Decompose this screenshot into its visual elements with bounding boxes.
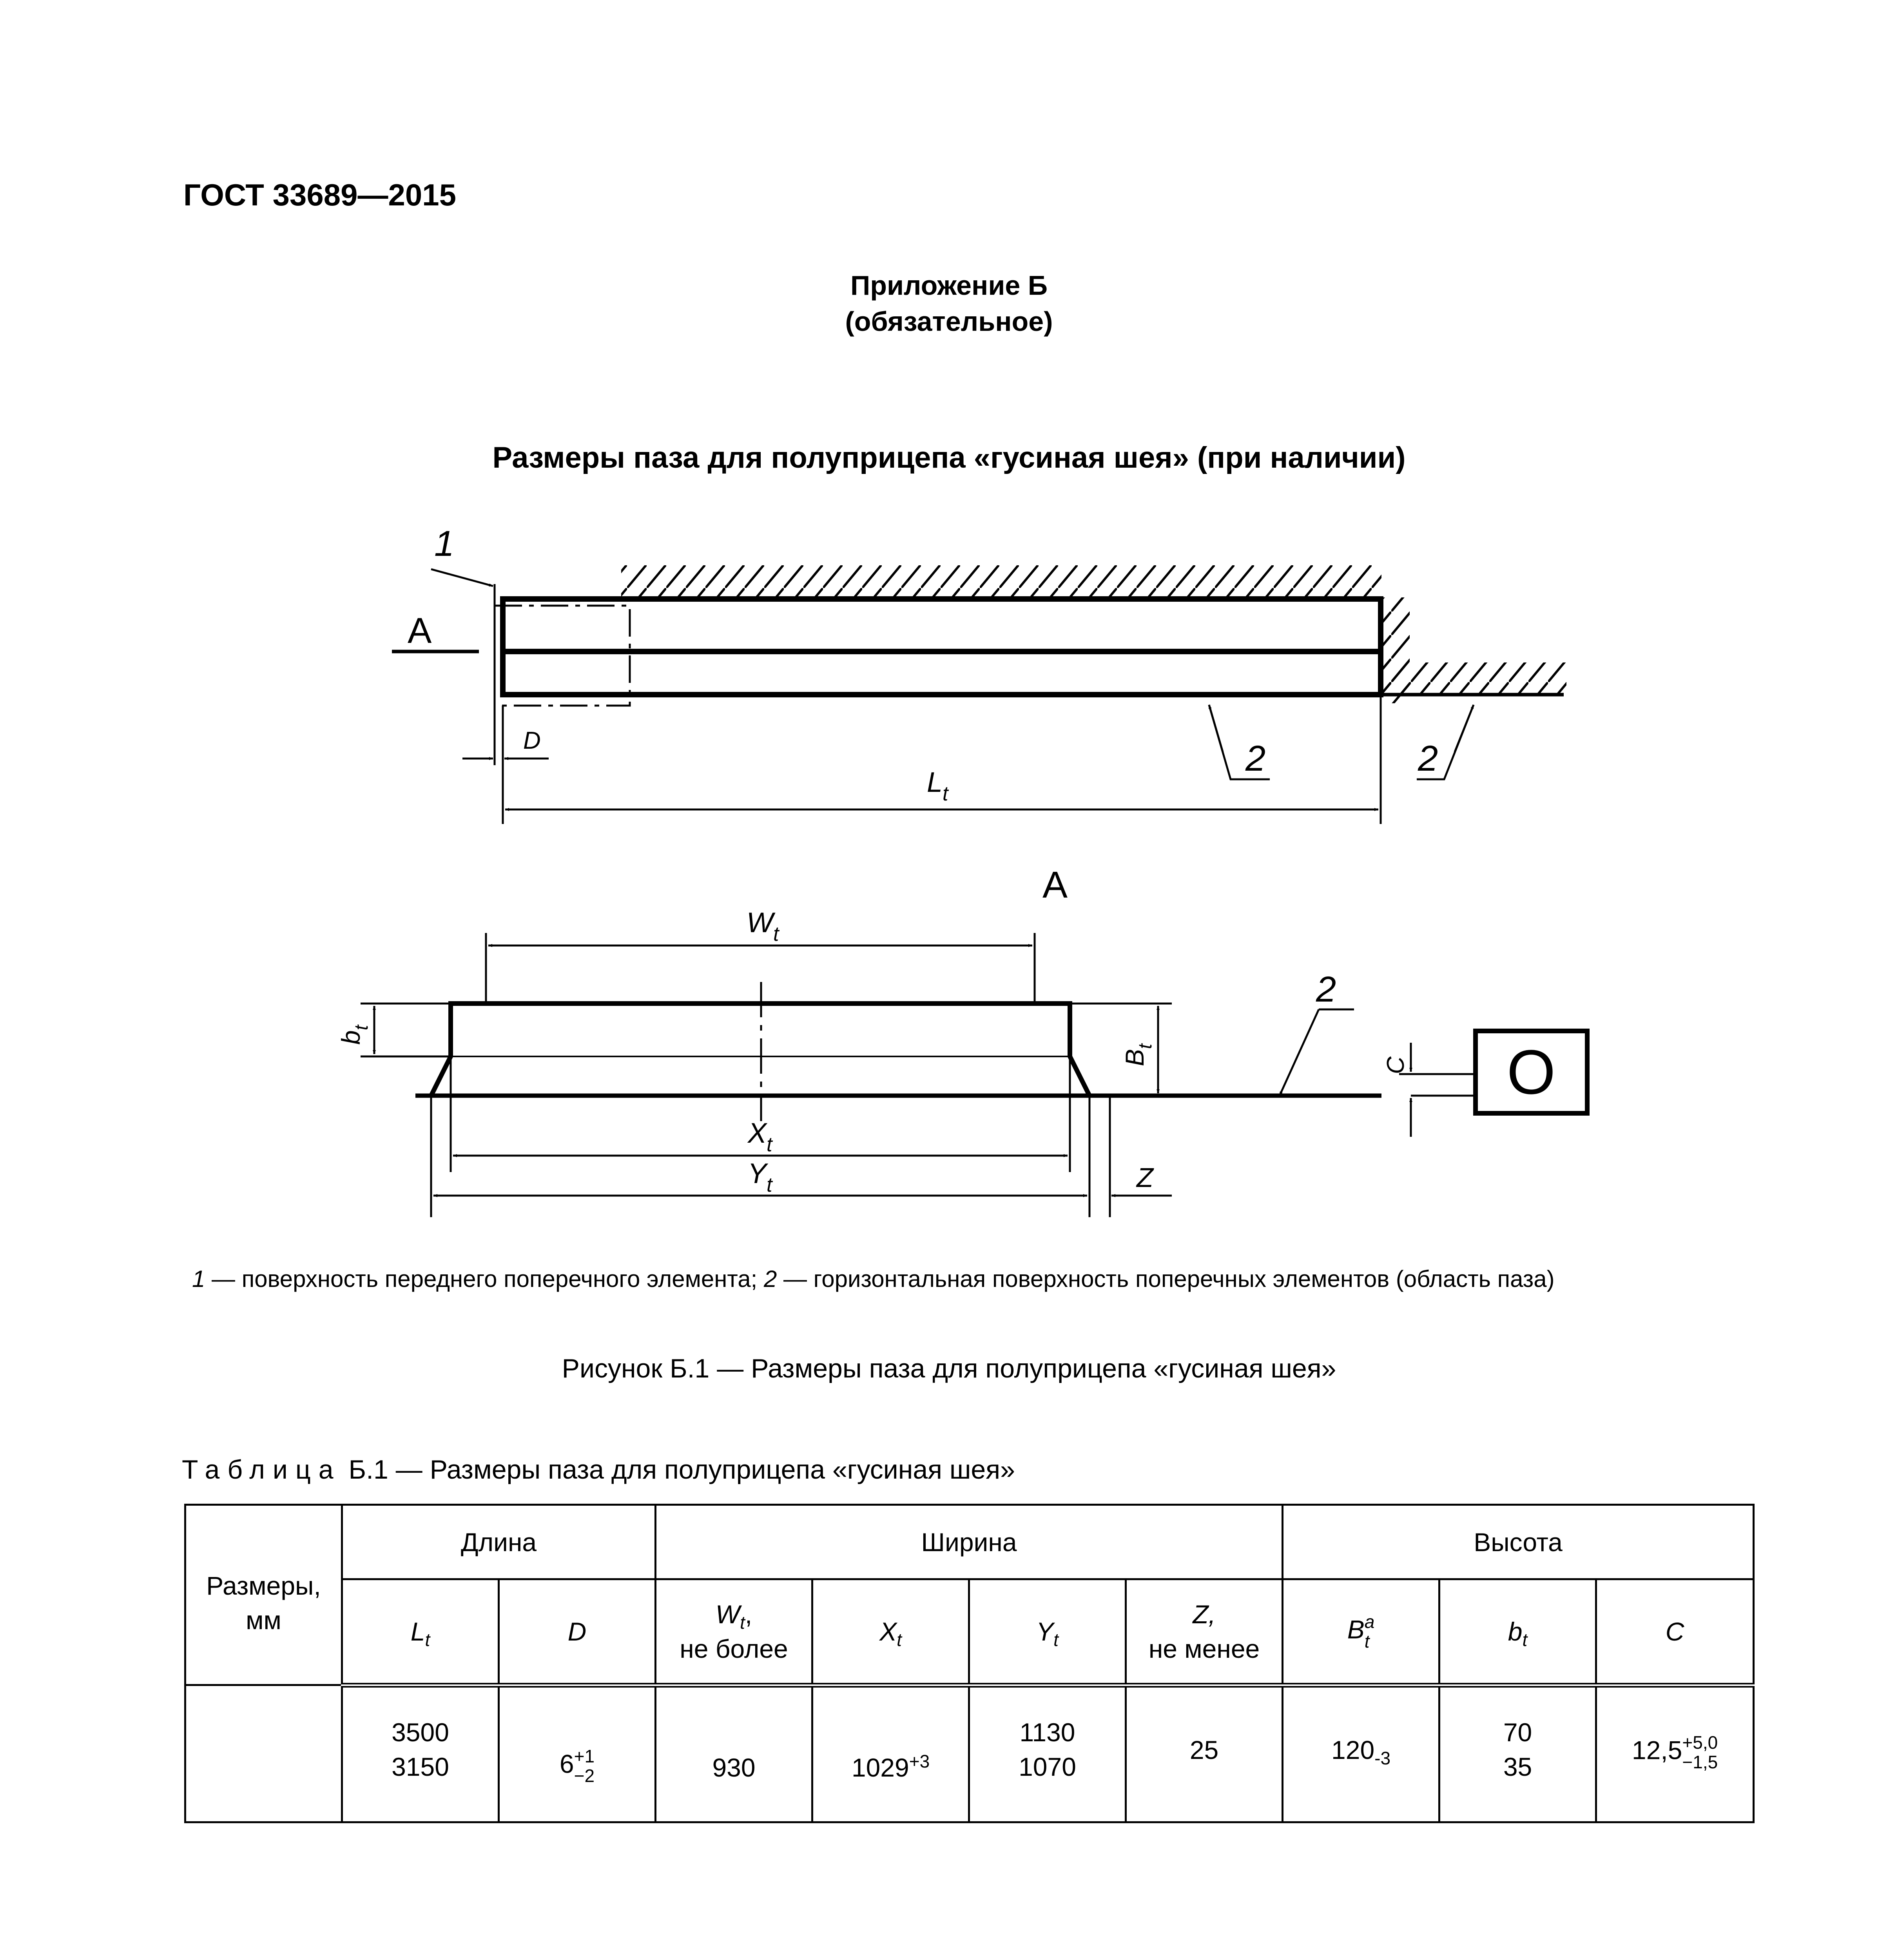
c-label: C xyxy=(1382,1056,1409,1074)
cell-sizes xyxy=(185,1685,342,1822)
cell-xt-upper: +3 xyxy=(909,1751,930,1771)
figure-title: Размеры паза для полуприцепа «гусиная шея» (при наличии) xyxy=(492,441,1406,474)
figure-legend xyxy=(192,1265,1555,1292)
table-column-header-row xyxy=(185,1579,1754,1685)
cell-bt-lower: -3 xyxy=(1374,1748,1391,1768)
hatching-right xyxy=(1382,662,1566,696)
cell-c-base: 12,5 xyxy=(1632,1735,1682,1764)
bt-label xyxy=(336,1024,372,1045)
header-sizes: Размеры, мм xyxy=(185,1505,342,1685)
col-xt-sub: t xyxy=(897,1629,902,1650)
table-group-header-row xyxy=(185,1505,1754,1579)
cell-yt xyxy=(969,1685,1126,1822)
item2-label-a: 2 xyxy=(1245,739,1266,779)
xt-label xyxy=(747,1118,773,1156)
item2-arrow-a xyxy=(1209,705,1223,752)
col-lt-letter: L xyxy=(410,1617,425,1646)
item2-label-c: 2 xyxy=(1316,969,1336,1009)
cell-yt-2: 1070 xyxy=(1019,1752,1076,1781)
view-a-label: A xyxy=(408,611,432,651)
cell-xt-base: 1029 xyxy=(851,1753,909,1782)
gauge-symbol: O xyxy=(1506,1037,1556,1107)
yt-label xyxy=(748,1158,773,1196)
col-bt-indices xyxy=(1365,1612,1375,1651)
cell-d-lower: −2 xyxy=(574,1765,595,1786)
col-wt: $W_t$, не более xyxy=(656,1579,812,1685)
standard-header: ГОСТ 33689—2015 xyxy=(183,178,456,212)
cell-c xyxy=(1596,1685,1754,1822)
cell-wt: 930 xyxy=(656,1685,812,1822)
col-z-note: не менее xyxy=(1148,1634,1260,1663)
col-yt-letter: Y xyxy=(1036,1617,1054,1646)
wt-label xyxy=(747,907,780,946)
bt-big-letter: B xyxy=(1120,1049,1149,1066)
lt-sub: t xyxy=(943,782,948,805)
cell-bt-small xyxy=(1439,1685,1596,1822)
col-xt xyxy=(812,1579,969,1685)
table-caption-text: Б.1 — Размеры паза для полуприцепа «гусиная шея» xyxy=(341,1455,1015,1485)
cell-bt xyxy=(1283,1685,1439,1822)
bt-big-label xyxy=(1120,1043,1156,1066)
side-view xyxy=(392,524,1566,824)
cell-lt-1: 3500 xyxy=(392,1717,449,1747)
col-yt-sub: t xyxy=(1053,1629,1059,1650)
header-height: Высота xyxy=(1283,1505,1754,1579)
cell-d-upper: +1 xyxy=(574,1746,595,1766)
col-bt-small xyxy=(1439,1579,1596,1685)
item2-leader-c xyxy=(1280,1009,1319,1096)
item2-label-b: 2 xyxy=(1418,739,1438,779)
bt-sub: t xyxy=(351,1025,372,1031)
col-c: C xyxy=(1596,1579,1754,1685)
col-z xyxy=(1126,1579,1283,1685)
appendix-title: Приложение Б xyxy=(850,270,1048,301)
col-bt xyxy=(1283,1579,1439,1685)
legend-2-num: 2 xyxy=(763,1266,777,1292)
hatching-top xyxy=(621,565,1381,597)
cell-d-tolerance xyxy=(574,1746,595,1786)
col-xt-letter: X xyxy=(879,1617,897,1646)
cell-c-upper: +5,0 xyxy=(1682,1732,1718,1753)
item1-label: 1 xyxy=(434,524,455,564)
header-length: Длина xyxy=(342,1505,656,1579)
bt-letter: b xyxy=(336,1030,365,1045)
cell-d-base: 6 xyxy=(559,1749,574,1778)
view-a-title: A xyxy=(1042,864,1068,906)
col-lt-sub: t xyxy=(425,1629,430,1650)
yt-letter: Y xyxy=(748,1158,767,1189)
item1-leader xyxy=(431,569,493,586)
cell-z: 25 xyxy=(1126,1685,1283,1822)
col-wt-note: не более xyxy=(680,1634,788,1663)
cell-c-lower: −1,5 xyxy=(1682,1751,1718,1772)
cell-xt xyxy=(812,1685,969,1822)
col-bt-sup: a xyxy=(1364,1611,1375,1632)
slot-body xyxy=(503,599,1381,695)
view-a xyxy=(336,864,1587,1217)
table-row xyxy=(185,1685,1754,1822)
xt-letter: X xyxy=(748,1118,767,1149)
cell-lt-2: 3150 xyxy=(392,1752,449,1781)
wt-letter: W xyxy=(747,907,773,938)
figure-caption: Рисунок Б.1 — Размеры паза для полуприцепа «гусиная шея» xyxy=(562,1354,1336,1383)
xt-sub: t xyxy=(767,1133,772,1156)
col-lt xyxy=(342,1579,499,1685)
col-yt xyxy=(969,1579,1126,1685)
cell-bt-small-2: 35 xyxy=(1503,1752,1532,1781)
cell-d xyxy=(499,1685,656,1822)
item2-arrow-b xyxy=(1455,705,1474,752)
legend-1-text: — поверхность переднего поперечного элемента; xyxy=(205,1266,764,1292)
cell-lt xyxy=(342,1685,499,1822)
lt-letter: L xyxy=(927,767,943,798)
cell-bt-base: 120 xyxy=(1331,1735,1375,1764)
lt-label xyxy=(927,767,949,805)
col-bt-sub: t xyxy=(1364,1631,1370,1651)
legend-2-text: — горизонтальная поверхность поперечных элементов (область паза) xyxy=(777,1266,1555,1292)
col-bt-small-letter: b xyxy=(1508,1617,1523,1646)
cell-yt-1: 1130 xyxy=(1019,1717,1075,1747)
header-width: Ширина xyxy=(656,1505,1283,1579)
legend-1-num: 1 xyxy=(192,1266,205,1292)
cell-bt-small-1: 70 xyxy=(1503,1717,1532,1747)
bt-big-sub: t xyxy=(1135,1044,1156,1049)
col-d: D xyxy=(499,1579,656,1685)
col-bt-small-sub: t xyxy=(1522,1629,1528,1650)
col-wt-letter: W xyxy=(715,1599,740,1629)
col-z-letter: Z, xyxy=(1193,1599,1216,1629)
cell-c-tolerance xyxy=(1682,1733,1718,1772)
yt-sub: t xyxy=(767,1174,772,1196)
col-wt-sub: t xyxy=(740,1612,745,1633)
col-bt-letter: B xyxy=(1347,1615,1365,1644)
table-caption xyxy=(182,1454,1015,1485)
dimensions-table xyxy=(184,1504,1755,1823)
wt-sub: t xyxy=(773,923,779,946)
table-caption-label: Таблица xyxy=(182,1455,341,1485)
z-label: Z xyxy=(1137,1162,1153,1193)
d-label: D xyxy=(523,727,541,754)
appendix-status: (обязательное) xyxy=(845,306,1053,337)
